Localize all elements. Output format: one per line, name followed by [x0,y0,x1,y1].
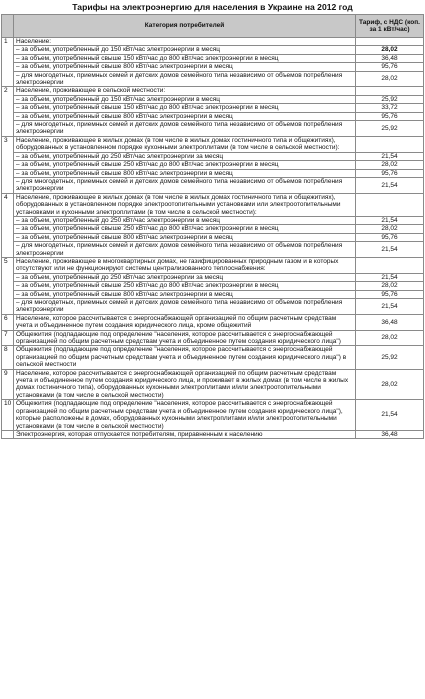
table-subrow [2,95,424,103]
subrow-description: – для многодетных, приемных семей и детских домов семейного типа независимо от объемов потребления электроэнергии [14,177,356,193]
row-number: 4 [2,193,14,257]
table-subrow [2,177,424,193]
subrow-description: – для многодетных, приемных семей и детских домов семейного типа независимо от объемов потребления электроэнергии [14,121,356,137]
table-row [2,38,424,46]
subrow-description: – за объем, употребленный до 150 кВт/час электроэнергии в месяц [14,95,356,103]
tariff-value: 25,92 [356,95,424,103]
tariff-value: 28,02 [356,282,424,290]
tariff-value: 33,72 [356,104,424,112]
row-number: 6 [2,314,14,330]
group-title: Общежития (подпадающие под определение "населения, которое рассчитывается с энергоснабжающей организацией по общим расчетным средствам учета и объединенное путем создания юридического лица") [14,330,356,346]
tariff-value: 21,54 [356,299,424,315]
row-number: 7 [2,330,14,346]
tariff-value: 95,76 [356,169,424,177]
subrow-description: – за объем, употребленный свыше 150 кВт/час до 800 кВт/час электроэнергии в месяц [14,54,356,62]
subrow-description: – за объем, употребленный до 250 кВт/час электроэнергии за месяц [14,273,356,281]
tariff-value [356,193,424,216]
tariff-value: 95,76 [356,63,424,71]
subrow-description: – за объем, употребленный свыше 250 кВт/час до 800 кВт/час электроэнергии в месяц [14,161,356,169]
tariff-value: 25,92 [356,121,424,137]
table-subrow [2,290,424,298]
tariff-value: 95,76 [356,112,424,120]
table-subrow [2,233,424,241]
tariff-value: 28,02 [356,369,424,400]
table-row [2,193,424,216]
footer-description: Электроэнергия, которая отпускается потребителям, приравненным к населению [14,430,356,438]
tariff-value: 28,02 [356,330,424,346]
subrow-description: – за объем, употребленный свыше 800 кВт/час электроэнергии в месяц [14,169,356,177]
row-number: 9 [2,369,14,400]
tariff-value: 95,76 [356,290,424,298]
tariff-value: 25,92 [356,346,424,369]
subrow-description: – для многодетных, приемных семей и детских домов семейного типа независимо от объемов потребления электроэнергии [14,242,356,258]
tariff-value: 21,54 [356,152,424,160]
row-number: 5 [2,257,14,314]
footer-row [2,430,424,438]
header-tariff: Тариф, с НДС (коп. за 1 кВт/час) [356,15,424,38]
tariff-value [356,87,424,95]
table-subrow [2,112,424,120]
subrow-description: – за объем, употребленный до 250 кВт/час электроэнергии за месяц [14,152,356,160]
subrow-description: – за объем, употребленный свыше 800 кВт/час электроэнергии в месяц [14,233,356,241]
table-subrow [2,161,424,169]
group-title: Общежития (подпадающие под определение "населения, которое рассчитывается с энергоснабжающей организацией по общим расчетным средствам учета и объединенное путем создания юридического лица") в сельской местности [14,346,356,369]
tariff-value: 28,02 [356,46,424,54]
tariff-value: 21,54 [356,216,424,224]
tariff-table [1,14,424,439]
table-subrow [2,54,424,62]
table-subrow [2,273,424,281]
row-number: 1 [2,38,14,87]
group-title: Население: [14,38,356,46]
header-category: Категория потребителей [14,15,356,38]
table-row [2,87,424,95]
header-number-cell [2,15,14,38]
subrow-description: – для многодетных, приемных семей и детских домов семейного типа независимо от объемов потребления электроэнергии [14,71,356,87]
subrow-description: – за объем, употребленный до 150 кВт/час электроэнергии в месяц [14,46,356,54]
table-subrow [2,225,424,233]
table-subrow [2,104,424,112]
footer-number-cell [2,430,14,438]
table-row [2,136,424,152]
table-row [2,400,424,431]
table-subrow [2,216,424,224]
row-number: 8 [2,346,14,369]
tariff-value: 21,54 [356,177,424,193]
tariff-value: 21,54 [356,242,424,258]
tariff-value [356,257,424,273]
table-header-row [2,15,424,38]
table-subrow [2,121,424,137]
tariff-value [356,136,424,152]
subrow-description: – за объем, употребленный свыше 250 кВт/час до 800 кВт/час электроэнергии в месяц [14,282,356,290]
tariff-value: 36,48 [356,54,424,62]
tariff-value: 28,02 [356,225,424,233]
row-number: 2 [2,87,14,136]
tariff-value: 95,76 [356,233,424,241]
group-title: Население, проживающее в жилых домах (в том числе в жилых домах гостиничного типа и общежитиях), оборудованных в установленном порядке кухонными электроплитами (в том числе в сельской местности): [14,136,356,152]
tariff-value: 36,48 [356,314,424,330]
subrow-description: – за объем, употребленный свыше 800 кВт/час электроэнергии в месяц [14,290,356,298]
row-number: 3 [2,136,14,193]
tariff-value: 28,02 [356,71,424,87]
group-title: Общежития (подпадающие под определение "населения, которое рассчитывается с энергоснабжающей организацией по общим расчетным средствам учета и объединенное путем создания юридического лица"), которые расположены в домах, оборудованных кухонными электроплитами и/или электроотопительными установками (в том числе в сельской местности) [14,400,356,431]
table-subrow [2,169,424,177]
table-subrow [2,152,424,160]
table-subrow [2,46,424,54]
table-row [2,330,424,346]
table-row [2,346,424,369]
table-row [2,257,424,273]
group-title: Население, проживающее в жилых домах (в том числе в жилых домах гостиничного типа и общежитиях), оборудованных в установленном порядке электроотопительными установками или электроотопительными установками и кухонными электроплитами (в том числе в сельской местности): [14,193,356,216]
table-subrow [2,242,424,258]
tariff-value: 21,54 [356,400,424,431]
table-subrow [2,282,424,290]
subrow-description: – за объем, употребленный свыше 150 кВт/час до 800 кВт/час электроэнергии в месяц [14,104,356,112]
group-title: Население, которое рассчитывается с энергоснабжающей организацией по общим расчетным средствам учета и объединенное путем создания юридического лица, кроме общежитий [14,314,356,330]
table-subrow [2,299,424,315]
table-body [2,38,424,439]
subrow-description: – для многодетных, приемных семей и детских домов семейного типа независимо от объемов потребления электроэнергии [14,299,356,315]
table-row [2,369,424,400]
tariff-value: 21,54 [356,273,424,281]
subrow-description: – за объем, употребленный свыше 250 кВт/час до 800 кВт/час электроэнергии в месяц [14,225,356,233]
group-title: Население, которое рассчитывается с энергоснабжающей организацией по общим расчетным средствам учета и объединенное путем создания юридического лица, и проживает в жилых домах (в том числе в жилых домах гостиничного типа), оборудованных кухонными электроплитами и/или электроотопительными установками (в том числе в сельской местности) [14,369,356,400]
tariff-value [356,38,424,46]
document-title: Тарифы на электроэнергию для населения в Украине на 2012 год [72,2,353,12]
tariff-value: 28,02 [356,161,424,169]
subrow-description: – за объем, употребленный свыше 800 кВт/час электроэнергии в месяц [14,63,356,71]
subrow-description: – за объем, употребленный свыше 800 кВт/час электроэнергии в месяц [14,112,356,120]
table-row [2,314,424,330]
group-title: Население, проживающее в многоквартирных домах, не газифицированных природным газом и в которых отсутствуют или не функционируют системы централизованного теплоснабжения: [14,257,356,273]
group-title: Население, проживающее в сельской местности: [14,87,356,95]
table-subrow [2,63,424,71]
table-subrow [2,71,424,87]
subrow-description: – за объем, употребленный до 250 кВт/час электроэнергии в месяц [14,216,356,224]
row-number: 10 [2,400,14,431]
footer-value: 36,48 [356,430,424,438]
